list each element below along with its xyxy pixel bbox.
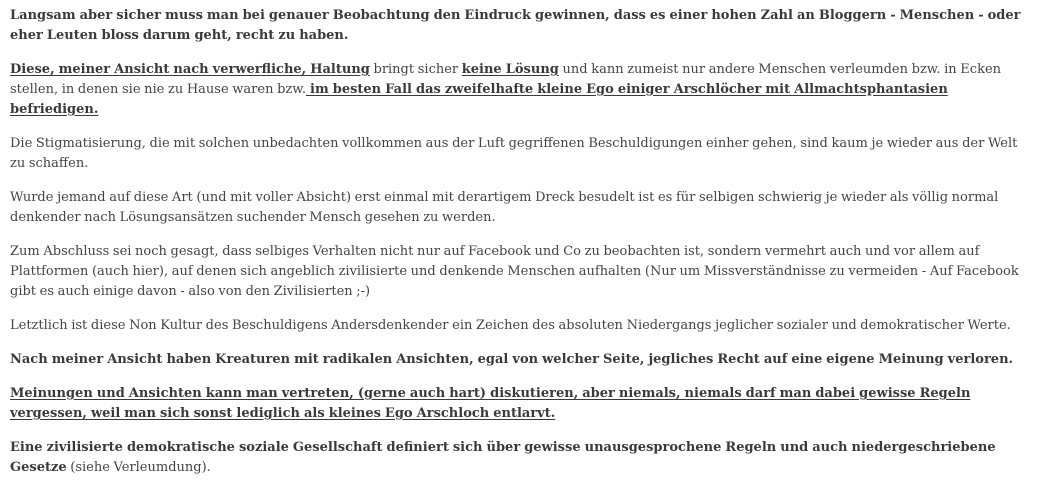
haltung-text-2: und kann zumeist nur andere Menschen verleumden bzw. in Ecken stellen, in denen sie nie zu Hause waren bzw. [10, 62, 1002, 97]
kreaturen-text: Nach meiner Ansicht haben Kreaturen mit radikalen Ansichten, egal von welcher Seite, jegliches Recht auf eine eigene Meinung verloren. [10, 352, 1014, 367]
haltung-text-1: bringt sicher [369, 62, 462, 77]
abschluss-text: Zum Abschluss sei noch gesagt, dass selbiges Verhalten nicht nur auf Facebook und Co zu beobachten ist, sondern vermehrt auch und vor allem auf Plattformen (auch hier), auf denen sich angeblich zivilisierte und denkende Menschen aufhalten (Nur um Missverständnisse zu vermeiden - Auf Facebook gibt es auch einige davon - also von den Zivilisierten ;-) [10, 244, 1019, 299]
paragraph-dreck [10, 188, 1030, 228]
ego-emphasis: im besten Fall das zweifelhafte kleine Ego einiger Arschlöcher mit Allmachtsphantasien befriedigen. [10, 82, 948, 117]
paragraph-haltung [10, 60, 1030, 120]
paragraph-kreaturen [10, 350, 1030, 370]
paragraph-stigmatisierung [10, 134, 1030, 174]
haltung-emphasis: Diese, meiner Ansicht nach verwerfliche, Haltung [10, 62, 370, 77]
intro-text: Langsam aber sicher muss man bei genauer Beobachtung den Eindruck gewinnen, dass es einer hohen Zahl an Bloggern - Menschen - oder eher Leuten bloss darum geht, recht zu haben. [10, 8, 1021, 43]
paragraph-intro [10, 6, 1030, 46]
gesellschaft-emphasis: Eine zivilisierte demokratische soziale Gesellschaft definiert sich über gewisse unausgesprochene Regeln und auch niedergeschriebene Gesetze [10, 440, 996, 475]
gesellschaft-text: (siehe Verleumdung). [66, 460, 211, 475]
meinungen-text: Meinungen und Ansichten kann man vertreten, (gerne auch hart) diskutieren, aber niemals, niemals darf man dabei gewisse Regeln vergessen, weil man sich sonst lediglich als kleines Ego Arschloch entlarvt. [10, 386, 971, 421]
dreck-text: Wurde jemand auf diese Art (und mit voller Absicht) erst einmal mit derartigem Dreck besudelt ist es für selbigen schwierig je wieder als völlig normal denkender nach Lösungsansätzen suchender Mensch gesehen zu werden. [10, 190, 999, 225]
paragraph-meinungen [10, 384, 1030, 424]
stigmatisierung-text: Die Stigmatisierung, die mit solchen unbedachten vollkommen aus der Luft gegriffenen Beschuldigungen einher gehen, sind kaum je wieder aus der Welt zu schaffen. [10, 136, 1018, 171]
paragraph-gesellschaft [10, 438, 1030, 478]
non-kultur-text: Letztlich ist diese Non Kultur des Beschuldigens Andersdenkender ein Zeichen des absoluten Niedergangs jeglicher sozialer und demokratischer Werte. [10, 318, 1011, 333]
paragraph-non-kultur [10, 316, 1030, 336]
paragraph-abschluss [10, 242, 1030, 302]
keine-loesung-emphasis: keine Lösung [461, 62, 559, 77]
